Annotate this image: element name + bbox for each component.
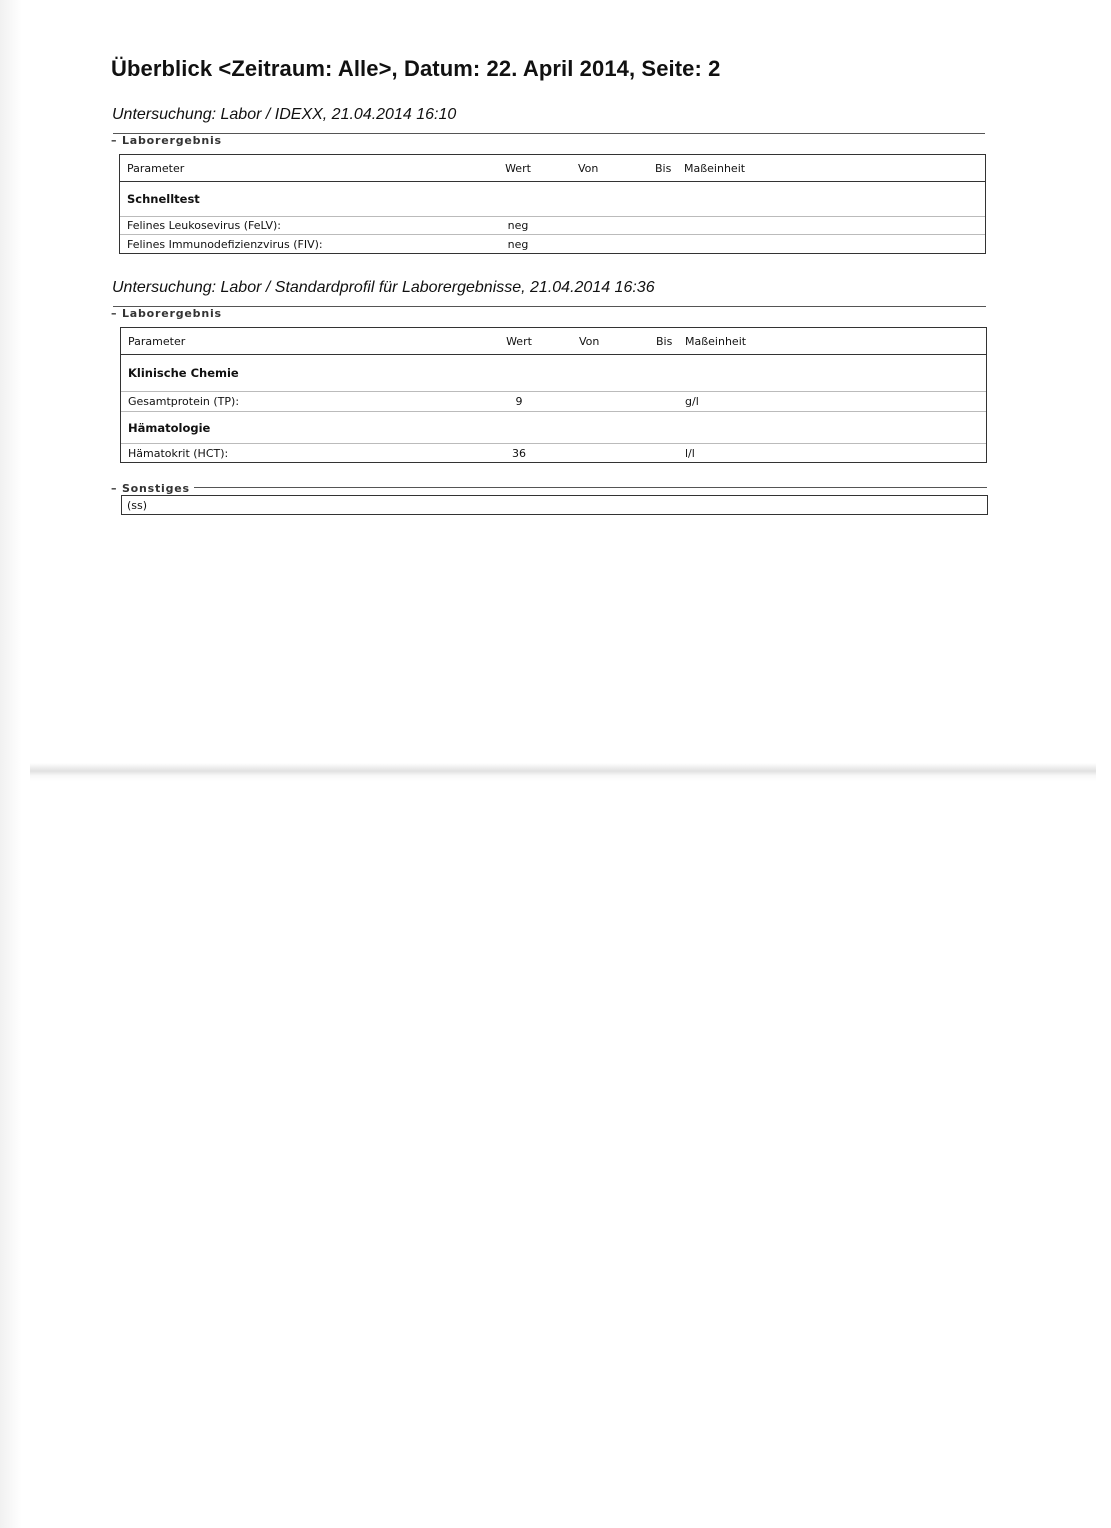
sonstiges-text: (ss): [127, 498, 148, 512]
scan-edge: [0, 0, 22, 1528]
exam-title-2: Untersuchung: Labor / Standardprofil für Laborergebnisse, 21.04.2014 16:36: [112, 279, 655, 296]
row-wert: neg: [507, 219, 529, 232]
group-name: Schnelltest: [127, 192, 200, 206]
group-heading: [121, 412, 986, 444]
row-parameter: Felines Immunodefizienzvirus (FIV):: [127, 237, 323, 251]
table-header: [120, 155, 985, 182]
col-wert: Wert: [505, 161, 531, 175]
table-row: [121, 392, 986, 412]
col-wert: Wert: [506, 334, 532, 348]
section-label-text: Laborergebnis: [121, 307, 222, 320]
section-rule: [113, 133, 985, 134]
section-label-laborergebnis: – Laborergebnis: [111, 134, 226, 147]
row-einheit: l/l: [685, 446, 695, 460]
section-label-sonstiges: – Sonstiges: [111, 482, 194, 495]
page-title: Überblick <Zeitraum: Alle>, Datum: 22. April 2014, Seite: 2: [111, 56, 721, 81]
row-wert: 9: [515, 395, 523, 408]
group-heading: [121, 355, 986, 392]
row-wert: 36: [512, 446, 526, 460]
sonstiges-box: [121, 495, 988, 515]
col-bis: Bis: [656, 334, 673, 348]
row-parameter: Gesamtprotein (TP):: [128, 395, 240, 408]
exam-title-1: Untersuchung: Labor / IDEXX, 21.04.2014 16:10: [112, 106, 457, 123]
row-einheit: g/l: [685, 395, 699, 408]
col-masseinheit: Maßeinheit: [684, 161, 746, 175]
row-parameter: Felines Leukosevirus (FeLV):: [127, 219, 281, 232]
group-name: Hämatologie: [128, 420, 211, 435]
section-label-text: Laborergebnis: [121, 134, 222, 147]
lab-result-table-2: [120, 327, 987, 463]
table-row: [120, 235, 985, 253]
section-label-text: Sonstiges: [121, 482, 190, 495]
paper-fold: [30, 763, 1096, 781]
table-header: [121, 328, 986, 355]
col-von: Von: [578, 161, 599, 175]
table-row: [120, 217, 985, 235]
col-masseinheit: Maßeinheit: [685, 334, 747, 348]
col-parameter: Parameter: [127, 161, 185, 175]
row-wert: neg: [507, 237, 529, 251]
col-bis: Bis: [655, 161, 672, 175]
col-von: Von: [579, 334, 600, 348]
lab-result-table-1: [119, 154, 986, 254]
table-row: [121, 444, 986, 462]
col-parameter: Parameter: [128, 334, 186, 348]
group-heading: [120, 182, 985, 217]
group-name: Klinische Chemie: [128, 366, 239, 380]
section-rule: [113, 487, 987, 488]
row-parameter: Hämatokrit (HCT):: [128, 446, 229, 460]
section-label-laborergebnis: – Laborergebnis: [111, 307, 226, 320]
section-rule: [113, 306, 986, 307]
